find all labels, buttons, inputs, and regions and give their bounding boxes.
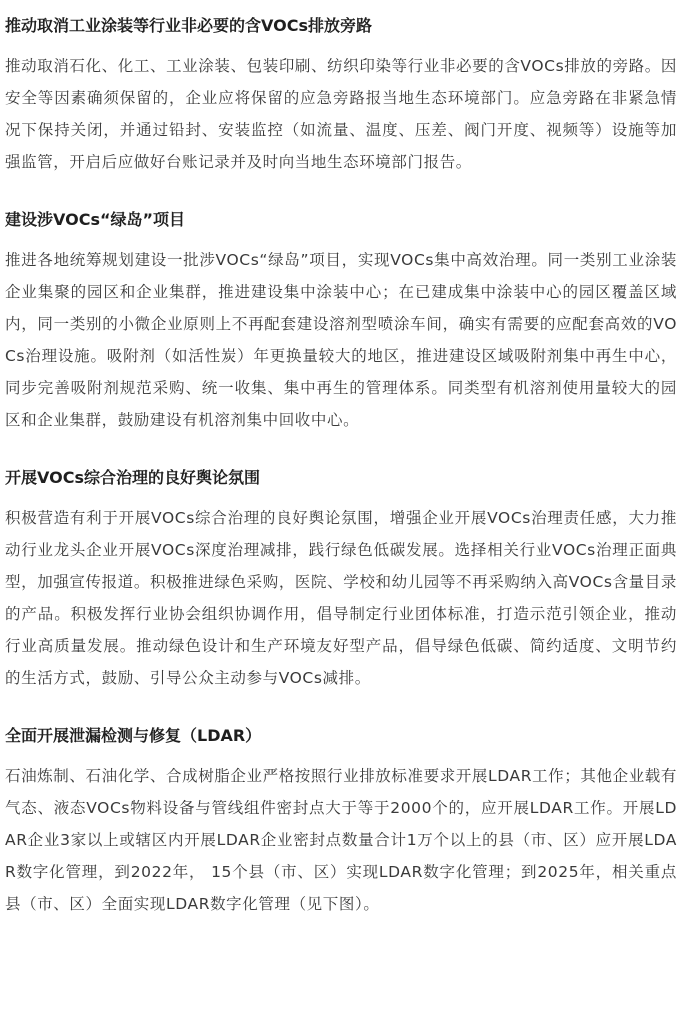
section-heading: 全面开展泄漏检测与修复（LDAR） <box>5 726 262 745</box>
section-green-island <box>5 208 677 436</box>
section-paragraph: 推动取消石化、化工、工业涂装、包装印刷、纺织印染等行业非必要的含VOCs排放的旁路。因安全等因素确须保留的，企业应将保留的应急旁路报当地生态环境部门。应急旁路在非紧急情况下保持关闭，并通过铅封、安装监控（如流量、温度、压差、阀门开度、视频等）设施等加强监管，开启后应做好台账记录并及时向当地生态环境部门报告。 <box>5 57 677 171</box>
section-heading: 建设涉VOCs“绿岛”项目 <box>5 210 186 229</box>
section-spacer <box>5 694 677 724</box>
section-bypass <box>5 14 677 178</box>
section-paragraph: 石油炼制、石油化学、合成树脂企业严格按照行业排放标准要求开展LDAR工作；其他企业载有气态、液态VOCs物料设备与管线组件密封点大于等于2000个的，应开展LDAR工作。开展LDAR企业3家以上或辖区内开展LDAR企业密封点数量合计1万个以上的县（市、区）应开展LDAR数字化管理，到2022年， 15个县（市、区）实现LDAR数字化管理；到2025年，相关重点县（市、区）全面实现LDAR数字化管理（见下图）。 <box>5 767 677 913</box>
section-paragraph: 推进各地统筹规划建设一批涉VOCs“绿岛”项目，实现VOCs集中高效治理。同一类别工业涂装企业集聚的园区和企业集群，推进建设集中涂装中心；在已建成集中涂装中心的园区覆盖区域内，同一类别的小微企业原则上不再配套建设溶剂型喷涂车间，确实有需要的应配套高效的VOCs治理设施。吸附剂（如活性炭）年更换量较大的地区，推进建设区域吸附剂集中再生中心，同步完善吸附剂规范采购、统一收集、集中再生的管理体系。同类型有机溶剂使用量较大的园区和企业集群，鼓励建设有机溶剂集中回收中心。 <box>5 251 677 429</box>
section-spacer <box>5 178 677 208</box>
section-heading: 开展VOCs综合治理的良好舆论氛围 <box>5 468 260 487</box>
section-paragraph: 积极营造有利于开展VOCs综合治理的良好舆论氛围，增强企业开展VOCs治理责任感，大力推动行业龙头企业开展VOCs深度治理减排，践行绿色低碳发展。选择相关行业VOCs治理正面典型，加强宣传报道。积极推进绿色采购，医院、学校和幼儿园等不再采购纳入高VOCs含量目录的产品。积极发挥行业协会组织协调作用，倡导制定行业团体标准，打造示范引领企业，推动行业高质量发展。推动绿色设计和生产环境友好型产品，倡导绿色低碳、简约适度、文明节约的生活方式，鼓励、引导公众主动参与VOCs减排。 <box>5 509 677 687</box>
section-heading: 推动取消工业涂装等行业非必要的含VOCs排放旁路 <box>5 16 372 35</box>
section-ldar <box>5 724 677 920</box>
section-public-opinion <box>5 466 677 694</box>
section-spacer <box>5 436 677 466</box>
